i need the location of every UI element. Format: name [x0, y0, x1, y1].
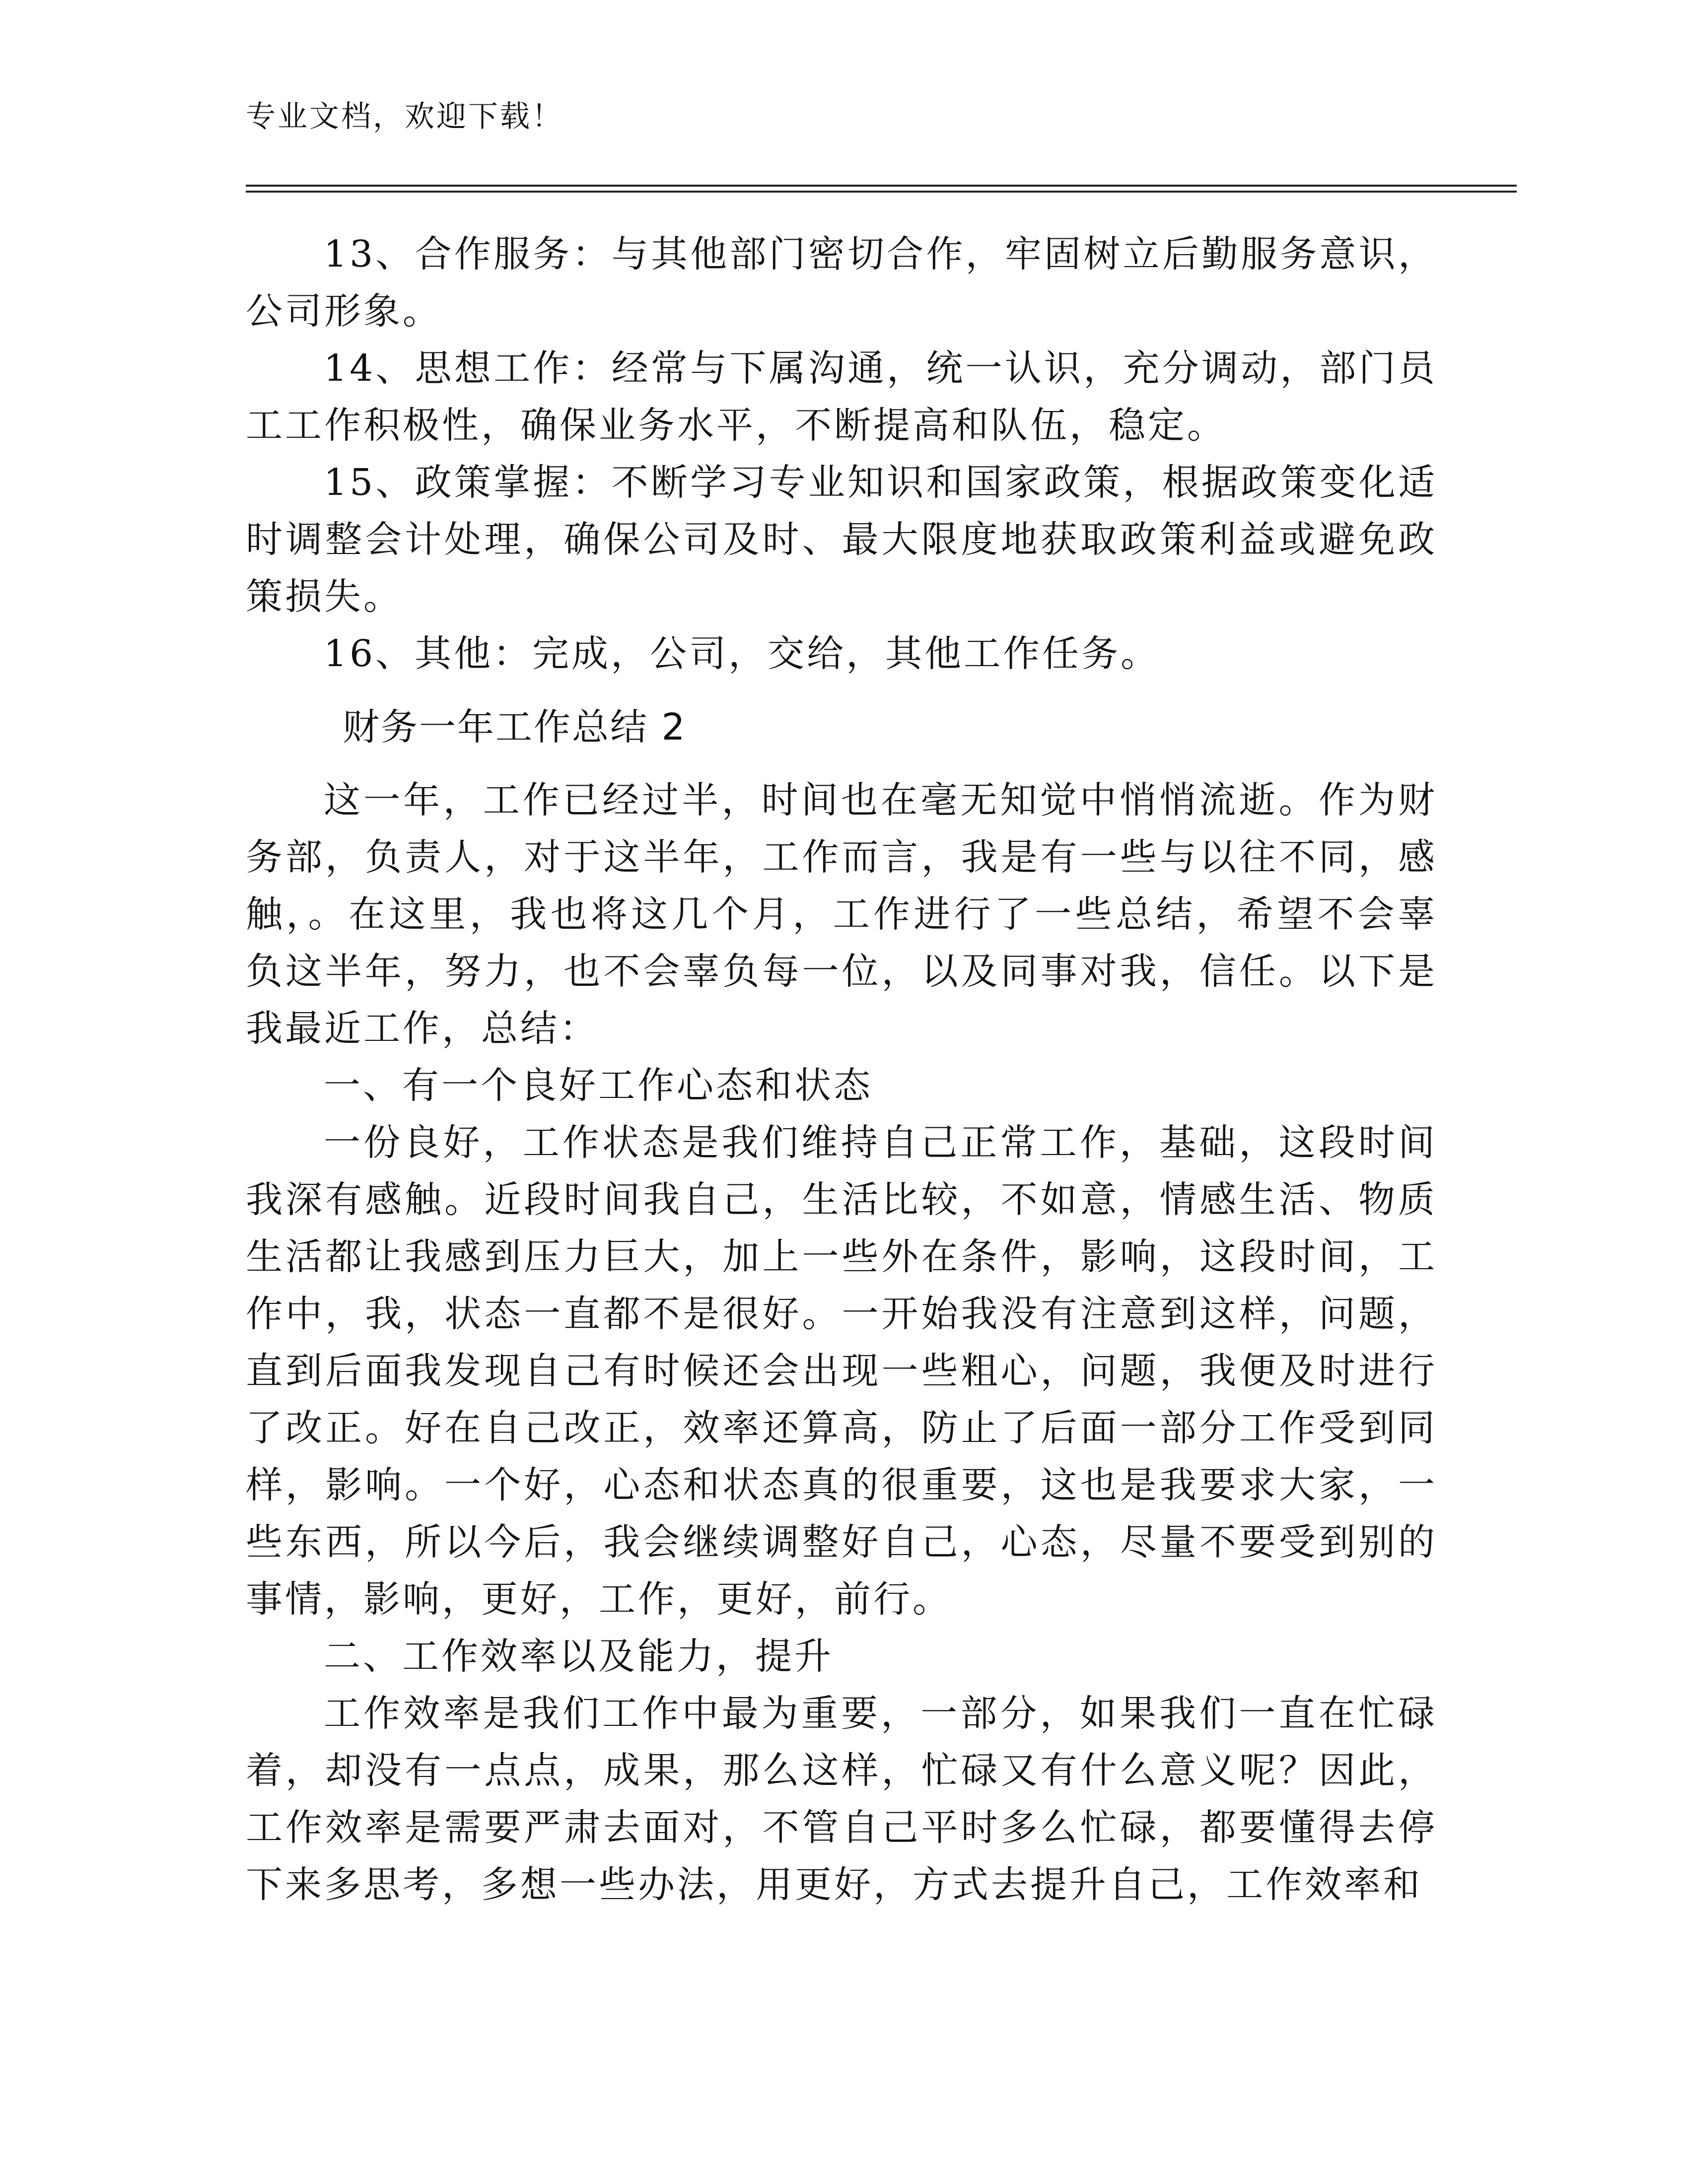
section-paragraph-2: 工作效率是我们工作中最为重要，一部分，如果我们一直在忙碌着，却没有一点点，成果，那么这样，忙碌又有什么意义呢？因此，工作效率是需要严肃去面对，不管自己平时多么忙碌，都要懂得去停下来多思考，多想一些办法，用更好，方式去提升自己，工作效率和: [246, 1692, 1437, 1906]
section-heading-1: 一、有一个良好工作心态和状态: [324, 1064, 873, 1107]
section-paragraph-1: 一份良好，工作状态是我们维持自己正常工作，基础，这段时间我深有感触。近段时间我自己，生活比较，不如意，情感生活、物质生活都让我感到压力巨大，加上一些外在条件，影响，这段时间，工作中，我，状态一直都不是很好。一开始我没有注意到这样，问题，直到后面我发现自己有时候还会出现一些粗心，问题，我便及时进行了改正。好在自己改正，效率还算高，防止了后面一部分工作受到同样，影响。一个好，心态和状态真的很重要，这也是我要求大家，一些东西，所以今后，我会继续调整好自己，心态，尽量不要受到别的事情，影响，更好，工作，更好，前行。: [246, 1121, 1437, 1621]
document-body: [246, 226, 1437, 1913]
list-item-16: 16、其他：完成，公司，交给，其他工作任务。: [324, 632, 1160, 675]
intro-paragraph: 这一年，工作已经过半，时间也在毫无知觉中悄悄流逝。作为财务部，负责人，对于这半年，工作而言，我是有一些与以往不同，感触，。在这里，我也将这几个月，工作进行了一些总结，希望不会辜负这半年，努力，也不会辜负每一位，以及同事对我，信任。以下是我最近工作，总结：: [246, 779, 1437, 1050]
header-rule-top: [246, 185, 1517, 187]
page-header: 专业文档，欢迎下载！: [246, 99, 563, 134]
list-item-15: 15、政策掌握：不断学习专业知识和国家政策，根据政策变化适时调整会计处理，确保公司及时、最大限度地获取政策利益或避免政策损失。: [246, 461, 1437, 618]
section-heading-2: 二、工作效率以及能力，提升: [324, 1635, 834, 1678]
section-title: 财务一年工作总结 2: [343, 706, 687, 749]
list-item-14: 14、思想工作：经常与下属沟通，统一认识，充分调动，部门员工工作积极性，确保业务水平，不断提高和队伍，稳定。: [246, 347, 1437, 447]
list-item-13: 13、合作服务：与其他部门密切合作，牢固树立后勤服务意识，公司形象。: [246, 233, 1437, 333]
header-rule-bottom: [246, 191, 1517, 193]
